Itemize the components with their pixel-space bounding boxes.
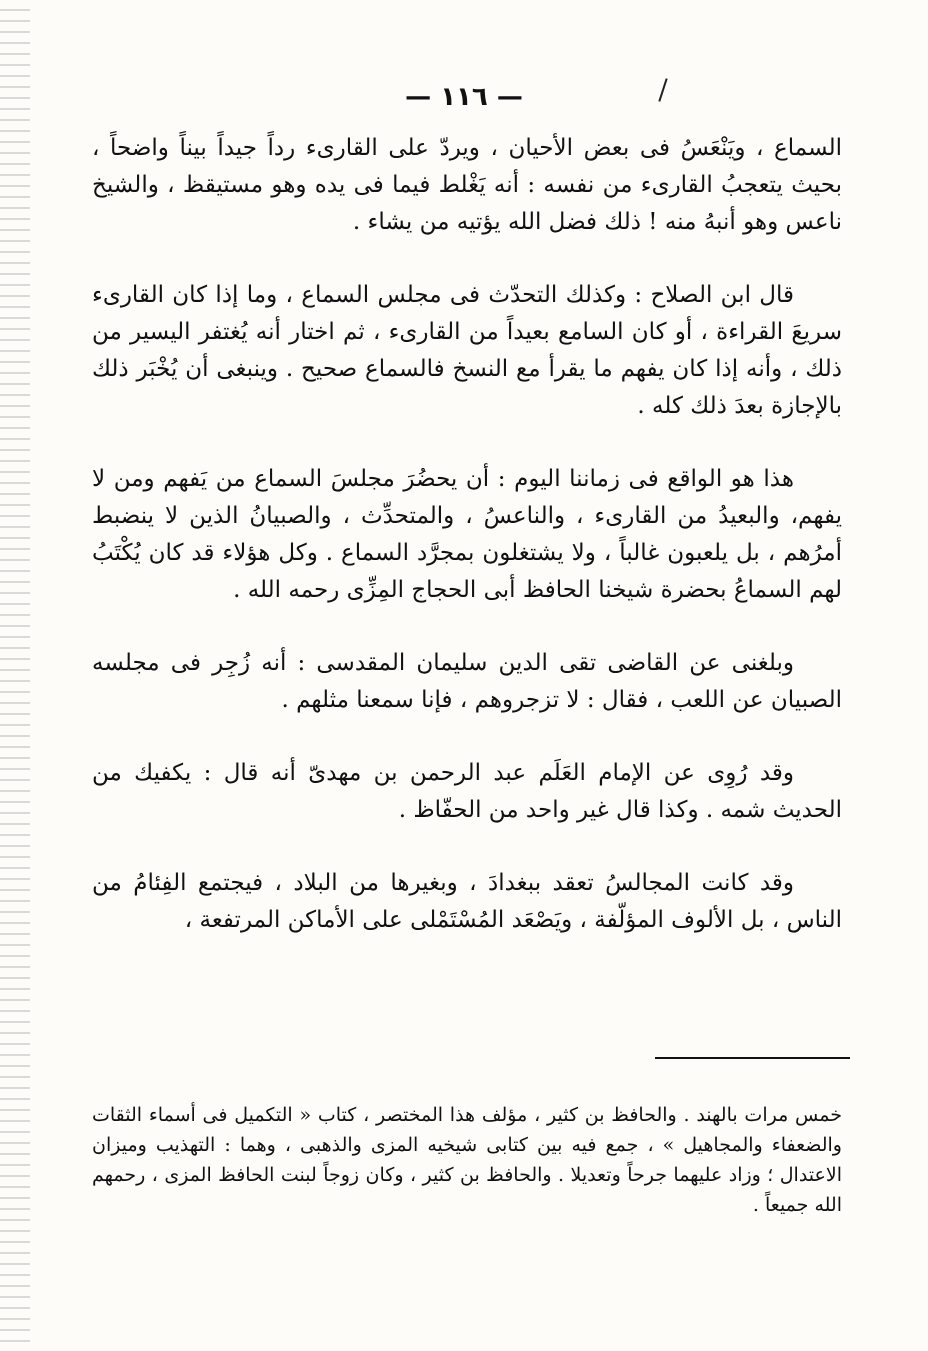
paragraph-1: السماع ، ويَنْعَسُ فى بعض الأحيان ، ويردّ على القارىء رداً جيداً بيناً واضحاً ، بحيث يتعجبُ القارىء من نفسه : أنه يَغْلط فيما فى يده وهو مستيقظ ، والشيخ ناعس وهو أنبهُ منه ! ذلك فضل الله يؤتيه من يشاء .	[92, 135, 842, 235]
page-number: — ١١٦ —	[405, 82, 523, 112]
paragraph-3: هذا هو الواقع فى زماننا اليوم : أن يحضُرَ مجلسَ السماع من يَفهم ومن لا يفهم، والبعيدُ من القارىء ، والناعسُ ، والمتحدِّث ، والصبيانُ الذين لا ينضبط أمرُهم ، بل يلعبون غالباً ، ولا يشتغلون بمجرَّد السماع . وكل هؤلاء قد كان يُكْتَبُ لهم السماعُ بحضرة شيخنا الحافظ أبى الحجاج المِزِّى رحمه الله .	[92, 466, 842, 603]
footnote-divider	[655, 1057, 850, 1059]
paragraph-2: قال ابن الصلاح : وكذلك التحدّث فى مجلس السماع ، وما إذا كان القارىء سريعَ القراءة ، أو كان السامع بعيداً من القارىء ، ثم اختار أنه يُغتفر اليسير من ذلك ، وأنه إذا كان يفهم ما يقرأ مع النسخ فالسماع صحيح . وينبغى أن يُخْبَر ذلك بالإجازة بعدَ ذلك كله .	[92, 282, 842, 419]
footnote-text: خمس مرات بالهند . والحافظ بن كثير ، مؤلف هذا المختصر ، كتاب « التكميل فى أسماء الثقات والضعفاء والمجاهيل » ، جمع فيه بين كتابى شيخيه المزى والذهبى ، وهما : التهذيب وميزان الاعتدال ؛ وزاد عليهما جرحاً وتعديلا . والحافظ بن كثير ، وكان زوجاً لبنت الحافظ المزى ، رحمهم الله جميعاً .	[92, 1104, 842, 1216]
page-edge-shadow	[0, 0, 30, 1351]
paragraph-6: وقد كانت المجالسُ تعقد ببغدادَ ، وبغيرها من البلاد ، فيجتمع الفِئامُ من الناس ، بل الألوف المؤلّفة ، ويَصْعَد المُسْتَمْلى على الأماكن المرتفعة ،	[92, 870, 842, 933]
footnote	[92, 1100, 842, 1220]
paragraph-4: وبلغنى عن القاضى تقى الدين سليمان المقدسى : أنه زُجِر فى مجلسه الصبيان عن اللعب ، فقال : لا تزجروهم ، فإنا سمعنا مثلهم .	[92, 650, 842, 713]
paragraph-5: وقد رُوِى عن الإمام العَلَم عبد الرحمن بن مهدىّ أنه قال : يكفيك من الحديث شمه . وكذا قال غير واحد من الحفّاظ .	[92, 760, 842, 823]
main-text	[92, 130, 842, 939]
